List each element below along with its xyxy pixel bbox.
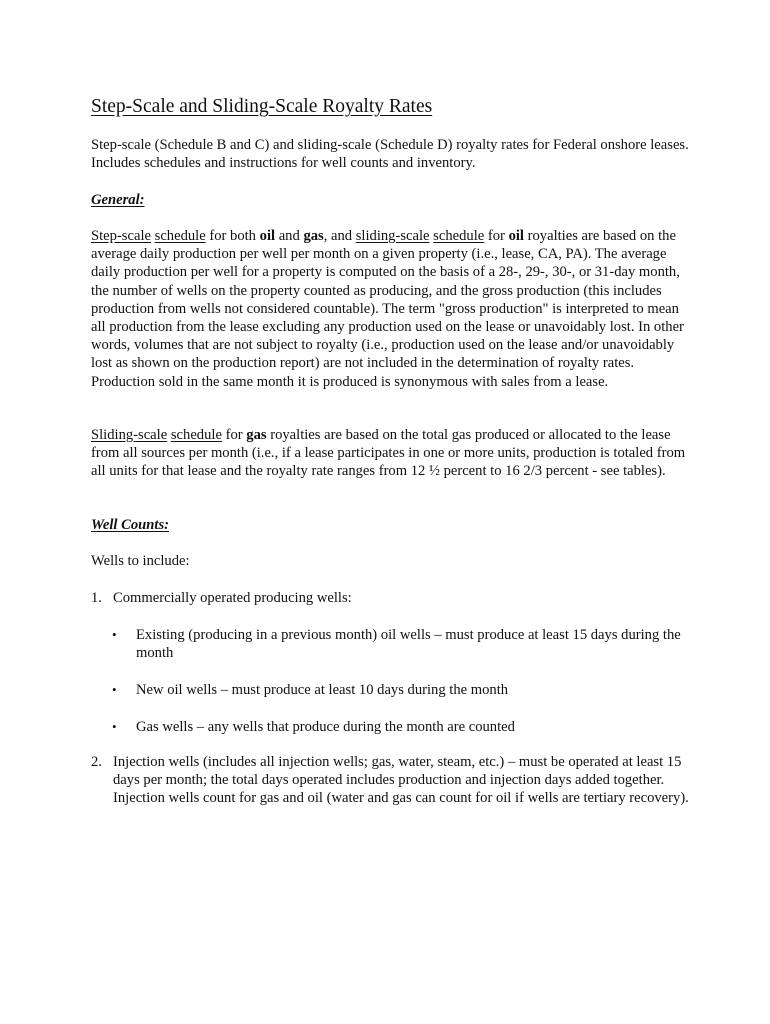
gas-term: gas bbox=[246, 427, 267, 443]
item-text: Injection wells (includes all injection wells; gas, water, steam, etc.) – must be operated at least 15 days per month; the total days operated includes production and injection days added together. Injection wells count for gas and oil (water and gas can count for oil if wells are tertiary recovery). bbox=[113, 754, 689, 807]
general-paragraph-1 bbox=[91, 227, 691, 391]
schedule-term: schedule bbox=[154, 228, 206, 244]
bullet-item bbox=[112, 681, 692, 699]
text-fragment: royalties are based on the average daily production per well per month on a given property (i.e., lease, CA, PA). The average daily production per well for a property is computed on the basis of a 28-, 29-, 30-, or 31-day month, the number of wells on the property counted as producing, and the gross production (this includes production from wells not considered countable). The term "gross production" is interpreted to mean all production from the lease excluding any production used on the lease or unavoidably lost. In other words, volumes that are not subject to royalty (i.e., production used on the lease and/or unavoidably lost as shown on the production report) are not included in the determination of royalty rates. Production sold in the same month it is produced is synonymous with sales from a lease. bbox=[91, 228, 684, 390]
item-text: Commercially operated producing wells: bbox=[113, 590, 352, 606]
bullet-item bbox=[112, 626, 692, 662]
text-fragment: , and bbox=[323, 228, 353, 244]
text-fragment: for bbox=[487, 228, 505, 244]
schedule-term: schedule bbox=[170, 427, 222, 443]
step-scale-term: Step-scale bbox=[91, 228, 151, 244]
sliding-scale-term: Sliding-scale bbox=[91, 427, 168, 443]
bullet-item bbox=[112, 718, 692, 736]
bullet-text: Existing (producing in a previous month) oil wells – must produce at least 15 days during the month bbox=[136, 627, 681, 662]
item-number: 2. bbox=[91, 754, 102, 770]
text-fragment: and bbox=[278, 228, 300, 244]
numbered-item bbox=[91, 589, 691, 607]
bullet-text: Gas wells – any wells that produce during the month are counted bbox=[136, 719, 515, 735]
page-title: Step-Scale and Sliding-Scale Royalty Rates bbox=[91, 96, 433, 117]
bullet-icon: • bbox=[112, 719, 117, 734]
numbered-item bbox=[91, 753, 691, 808]
text-fragment: royalties are based on the total gas produced or allocated to the lease from all sources per month (i.e., if a lease participates in one or more units, production is totaled from all units for that lease and the royalty rate ranges from 12 ½ percent to 16 2/3 percent - see tables). bbox=[91, 427, 686, 480]
text-fragment: for bbox=[225, 427, 243, 443]
sliding-scale-term: sliding-scale bbox=[355, 228, 430, 244]
gas-term: gas bbox=[303, 228, 324, 244]
schedule-term: schedule bbox=[433, 228, 485, 244]
bullet-icon: • bbox=[112, 682, 117, 697]
bullet-text: New oil wells – must produce at least 10 days during the month bbox=[136, 682, 509, 698]
well-counts-heading: Well Counts: bbox=[91, 517, 169, 533]
item-number: 1. bbox=[91, 590, 102, 606]
text-fragment: for both bbox=[209, 228, 256, 244]
wells-to-include-label: Wells to include: bbox=[91, 553, 190, 569]
general-paragraph-2 bbox=[91, 426, 691, 481]
oil-term: oil bbox=[259, 228, 276, 244]
intro-paragraph: Step-scale (Schedule B and C) and sliding-scale (Schedule D) royalty rates for Federal onshore leases. Includes schedules and instructions for well counts and inventory. bbox=[91, 137, 689, 172]
bullet-icon: • bbox=[112, 627, 117, 642]
general-heading: General: bbox=[91, 192, 145, 208]
oil-term: oil bbox=[508, 228, 524, 244]
